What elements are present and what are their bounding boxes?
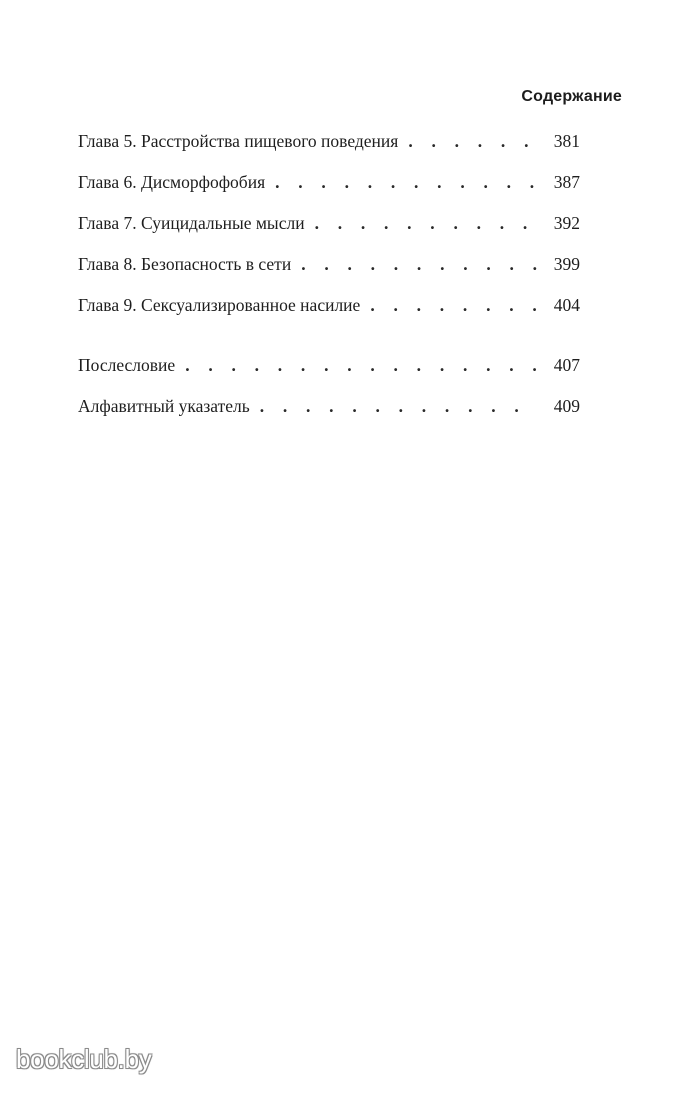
toc-entry-page: 409	[553, 396, 580, 416]
toc-dot-leader	[275, 171, 538, 193]
toc-entry-page: 404	[553, 295, 580, 315]
toc-back-matter-group	[78, 354, 580, 436]
toc-dot-leader	[301, 253, 538, 275]
toc-entry-title: Послесловие	[78, 355, 176, 375]
toc-entry-afterword[interactable]	[78, 354, 580, 395]
toc-chapters-group	[78, 130, 580, 335]
toc-entry-title: Глава 9. Сексуализированное насилие	[78, 295, 361, 315]
toc-entry-page: 381	[553, 131, 580, 151]
toc-dot-leader	[408, 130, 538, 152]
toc-entry-chapter-9[interactable]	[78, 294, 580, 335]
table-of-contents	[78, 130, 580, 436]
toc-entry-chapter-5[interactable]	[78, 130, 580, 171]
toc-dot-leader	[260, 395, 538, 417]
toc-entry-title: Глава 7. Суицидальные мысли	[78, 213, 305, 233]
toc-entry-page: 392	[553, 213, 580, 233]
running-head: Содержание	[521, 88, 622, 105]
toc-entry-page: 399	[553, 254, 580, 274]
toc-entry-page: 387	[553, 172, 580, 192]
toc-dot-leader	[185, 354, 538, 376]
toc-entry-index[interactable]	[78, 395, 580, 436]
toc-dot-leader	[370, 294, 538, 316]
toc-entry-title: Глава 6. Дисморфофобия	[78, 172, 266, 192]
toc-entry-title: Алфавитный указатель	[78, 396, 250, 416]
toc-entry-title: Глава 5. Расстройства пищевого поведения	[78, 131, 399, 151]
toc-entry-page: 407	[553, 355, 580, 375]
toc-dot-leader	[315, 212, 538, 234]
toc-entry-chapter-8[interactable]	[78, 253, 580, 294]
toc-entry-title: Глава 8. Безопасность в сети	[78, 254, 292, 274]
toc-entry-chapter-6[interactable]	[78, 171, 580, 212]
toc-entry-chapter-7[interactable]	[78, 212, 580, 253]
site-watermark: bookclub.by	[16, 1044, 152, 1074]
